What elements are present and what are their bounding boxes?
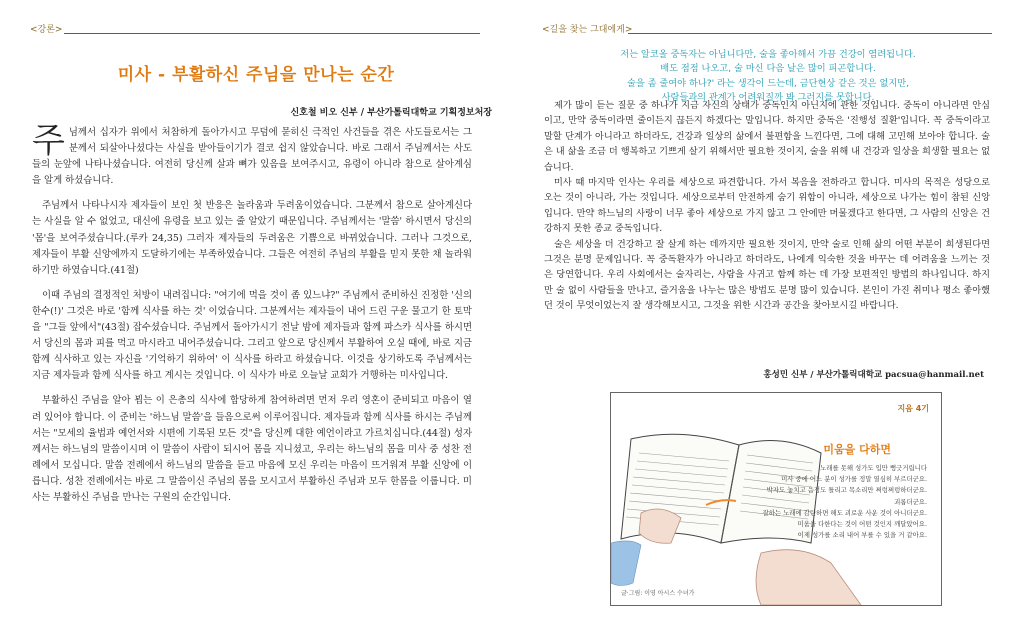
poem-card (610, 392, 942, 606)
paragraph-4: 부활하신 주님을 알아 뵙는 이 은총의 식사에 합당하게 참여하려면 먼저 우리 영혼이 준비되고 마음이 열려 있어야 합니다. 이 준비는 '하느님 말씀'을 들음으로써 이루어집니다. 제자들과 함께 식사를 하시는 주님께서는 "모세의 율법과 예언서와 시편에 기록된 모든 것"을 당신께 대한 예언이라고 가르치십니다.(44절) 성자께서는 하느님의 말씀이시며 이 말씀이 사람이 되시어 몸을 지니셨고, 우리는 하느님의 몸을 미사 중 성찬 전례에서 모십니다. 말씀 전례에서 하느님의 말씀을 듣고 마음에 모신 우리는 마음이 뜨거워져 부활 신앙에 이릅니다. 성찬 전례에서는 바로 그 말씀이신 주님의 몸을 모시고서 부활하신 주님과 모두 한몸을 이룹니다. 미사는 부활하신 주님을 만나는 구원의 순간입니다. (32, 395, 472, 503)
answer-body (544, 98, 990, 314)
article-byline: 신호철 비오 신부 / 부산가톨릭대학교 기획정보처장 (290, 108, 492, 118)
header-rule (64, 33, 480, 34)
answer-paragraph-3: 술은 세상을 더 건강하고 잘 살게 하는 데까지만 필요한 것이지, 만약 술로 인해 삶의 어떤 부분이 희생된다면 그것은 분명 문제입니다. 꼭 중독환자가 아니라고 하더라도, 나에게 익숙한 것을 바꾸는 데 어려움을 느끼는 것은 당연합니다. 우리 사회에서는 술자리는, 사람을 사귀고 함께 하는 데 가장 보편적인 방법의 하나입니다. 하지만 술 없이 사람들을 만나고, 즐거움을 나누는 많은 방법도 분명 많이 있습니다. 본인이 가진 취미나 평소 좋아했던 것이 무엇이었는지 잘 생각해보시고, 그것을 위한 시간과 공간을 찾아보시길 바랍니다. (544, 238, 990, 312)
paragraph-1: 주님께서 십자가 위에서 처참하게 돌아가시고 무덤에 묻히신 극적인 사건들을 겪은 사도들로서는 그분께서 되살아나셨다는 사실을 받아들이기가 결코 쉽지 않았습니다. 바로 그래서 주님께서는 사도들의 눈앞에 나타나셨습니다. 여전히 당신께 살과 뼈가 있음을 보여주시고, 유령이 아니라 참으로 살아계심을 알게 하셨습니다. (32, 121, 472, 187)
poem-text: 노래를 못해 성가도 입만 뻥긋거립니다 미사 중에 어느 분이 성가를 정말 열심히 부르더군요. 박자도 놓치고 음정도 틀리고 목소리만 쩌렁쩌렁하더군요. 괴롭더군요. 잘하는 노래에 감탄하면 해도 괴로운 사운 것이 아니더군요. 미움을 다한다는 것이 어떤 것인지 깨달았어요. 이제 성가를 소리 내어 부를 수 있을 거 같아요. (762, 464, 927, 540)
answer-paragraph-2: 미사 때 마지막 인사는 우리를 세상으로 파견합니다. 가서 복음을 전하라고 합니다. 미사의 목적은 성당으로 오는 것이 아니라, 가는 것입니다. 세상으로부터 안전하게 숨기 위함이 아니라, 세상으로 나가는 힘이 참된 신앙입니다. 만약 하느님의 사랑이 너무 좋아 세상으로 가지 않고 그 안에만 머물겠다고 한다면, 그 사람의 신앙은 건강하지 못한 종교 중독입니다. (544, 177, 990, 235)
poem-title: 미움을 다하면 (823, 443, 891, 456)
article-title: 미사 - 부활하신 주님을 만나는 순간 (117, 65, 395, 85)
right-header (542, 16, 992, 35)
article-body (32, 121, 472, 515)
right-page (512, 0, 1024, 621)
header-rule (628, 33, 992, 34)
paragraph-3: 이때 주님의 결정적인 처방이 내려집니다: "여기에 먹을 것이 좀 있느냐?" 주님께서 준비하신 진정한 '신의 한수(!)' 그것은 바로 '함께 식사를 하는 것' 이었습니다. 그분께서는 제자들이 내어 드린 구운 물고기 한 토막을 "그들 앞에서"(43절) 잡수셨습니다. 주님께서 돌아가시기 전날 밤에 제자들과 함께 파스카 식사를 하시면서 당신의 몸과 피를 먹고 마시라고 내어주셨습니다. 그리고 앞으로 당신께서 부활하여 오실 때에, 바로 지금 함께 식사하고 있는 자신을 '기억하기 위하여' 이 식사를 하라고 하셨습니다. 이것을 상기하도록 주님께서는 지금 제자들과 함께 식사를 하고 계시는 것입니다. 이 식사가 바로 오늘날 교회가 거행하는 미사입니다. (32, 289, 472, 382)
reader-question: 저는 알코올 중독자는 아닙니다만, 술을 좋아해서 가끔 건강이 염려됩니다. 배도 점점 나오고, 술 마신 다음 날은 많이 피곤합니다. 술을 좀 줄여야 하나?' 라는 생각이 드는데, 금단현상 같은 것은 없지만, 사람들과의 관계가 어려워질까 봐 그러지를 못합니다. (620, 49, 916, 104)
drop-cap: 주 (32, 121, 65, 161)
left-header (30, 16, 480, 35)
card-number: 지음 4기 (897, 404, 929, 413)
left-header-tag: <강론> (30, 25, 63, 35)
answer-signature: 홍성민 신부 / 부산가톨릭대학교 pacsua@hanmail.net (763, 370, 984, 380)
right-header-tag: <길을 찾는 그대에게> (542, 25, 633, 35)
paragraph-2: 주님께서 나타나시자 제자들이 보인 첫 반응은 놀라움과 두려움이었습니다. 그분께서 참으로 살아계신다는 사실을 알 수 없었고, 대신에 유령을 보고 있는 줄 알았기 때문입니다. 주님께서는 '말씀' 하시면서 당신의 '몸'을 보여주셨습니다.(루카 24,35) 그러자 제자들의 두려움은 기쁨으로 바뀌었습니다. 그러나 그것으로, 제자들이 부활 신앙에까지 도달하기에는 부족하였습니다. 그들은 여전히 주님의 부활을 믿지 못한 채 놀라워하기만 하였습니다.(41절) (32, 200, 472, 276)
answer-paragraph-1: 제가 많이 듣는 질문 중 하나가 지금 자신의 상태가 중독인지 아닌지에 관한 것입니다. 중독이 아니라면 안심이고, 만약 중독이라면 줄이든지 끊든지 하겠다는 말입니다. 하지만 중독은 '진행성 질환'입니다. 꼭 중독이라고 말할 단계가 아니라고 하더라도, 건강과 일상의 삶에서 불편함을 느낀다면, 그에 대해 고민해 보아야 합니다. 술은 내 삶을 조금 더 행복하고 기쁘게 살기 위해서만 필요한 것이지, 술을 위해 내 건강과 일상을 희생할 필요는 없습니다. (544, 100, 990, 173)
card-credit: 글·그림: 이영 아시스 수녀가 (621, 590, 695, 597)
